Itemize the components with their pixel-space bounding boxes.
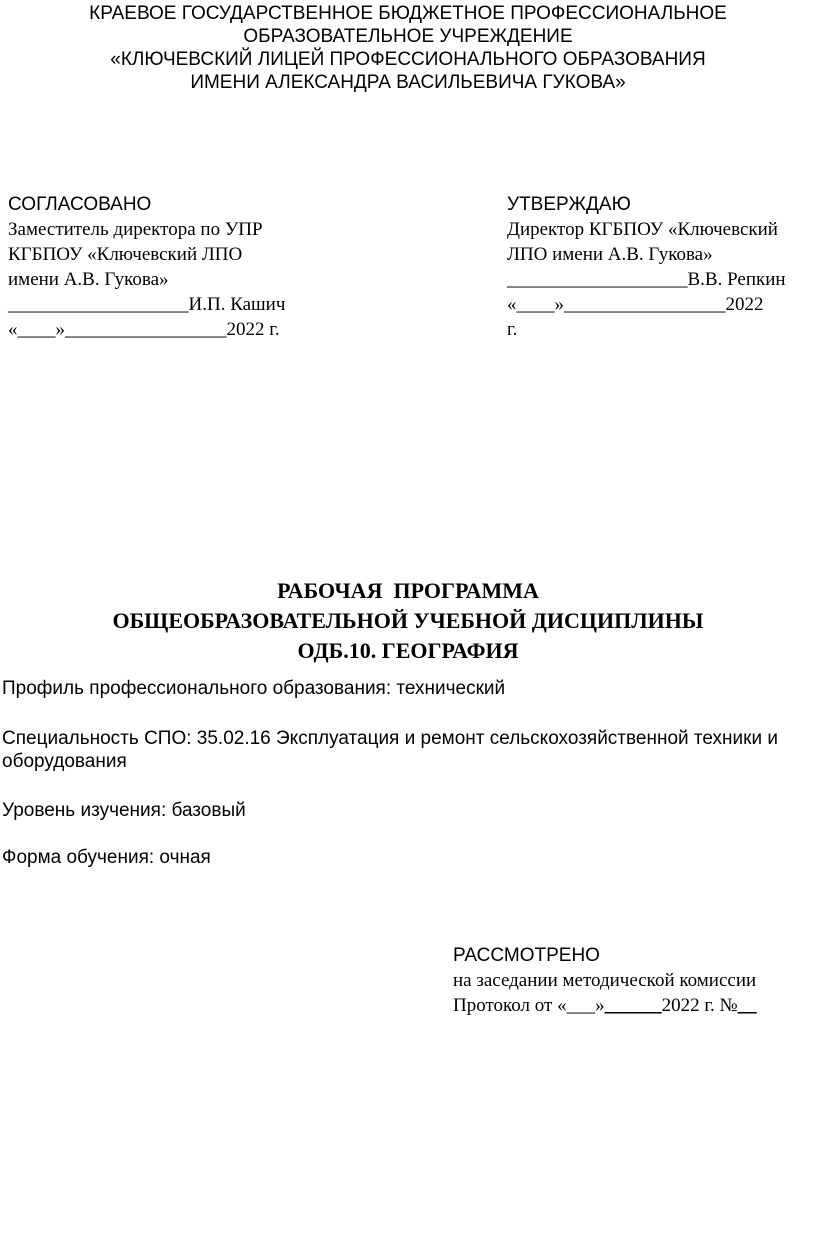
document-title [0,576,816,666]
header-line-4: ИМЕНИ АЛЕКСАНДРА ВАСИЛЬЕВИЧА ГУКОВА» [190,72,626,93]
agreed-date-line: «____»_________________2022 г. [8,319,280,340]
document-title-line-3: ОДБ.10. ГЕОГРАФИЯ [297,638,519,663]
document-title-line-1: РАБОЧАЯ ПРОГРАММА [277,578,539,603]
specialty-text-line-1: Специальность СПО: 35.02.16 Эксплуатация и ремонт сельскохозяйственной техники и [2,728,778,749]
agreed-block [8,192,338,342]
review-title: РАССМОТРЕНО [453,945,600,966]
approved-date-suffix: г. [507,319,518,340]
protocol-month-blank: ______ [604,995,662,1016]
institution-header [0,2,816,94]
approved-date-line: «____»_________________2022 [507,294,764,315]
protocol-prefix: Протокол от «___» [453,995,605,1016]
review-block [453,943,813,1018]
form-text: Форма обучения: очная [2,847,211,868]
profile-info [2,677,802,700]
approved-title: УТВЕРЖДАЮ [507,194,631,215]
header-line-2: ОБРАЗОВАТЕЛЬНОЕ УЧРЕЖДЕНИЕ [243,26,573,47]
agreed-signature-line: ___________________И.П. Кашич [8,294,286,315]
form-info [2,846,802,869]
approved-block [507,192,807,342]
review-protocol [453,993,813,1018]
header-line-1: КРАЕВОЕ ГОСУДАРСТВЕННОЕ БЮДЖЕТНОЕ ПРОФЕССИОНАЛЬНОЕ [89,3,727,24]
document-title-line-2: ОБЩЕОБРАЗОВАТЕЛЬНОЙ УЧЕБНОЙ ДИСЦИПЛИНЫ [112,608,704,633]
level-text: Уровень изучения: базовый [2,800,246,821]
level-info [2,799,802,822]
approved-organization: ЛПО имени А.В. Гукова» [507,244,713,265]
agreed-organization-name: имени А.В. Гукова» [8,269,169,290]
approved-signature-line: ___________________В.В. Репкин [507,269,786,290]
protocol-number-blank: __ [737,995,757,1016]
review-commission: на заседании методической комиссии [453,970,757,991]
protocol-year: 2022 г. № [661,995,738,1016]
approved-position: Директор КГБПОУ «Ключевский [507,219,778,240]
profile-text: Профиль профессионального образования: технический [2,678,506,699]
specialty-text-line-2: оборудования [2,751,127,772]
agreed-position: Заместитель директора по УПР [8,219,263,240]
agreed-title: СОГЛАСОВАНО [8,194,152,215]
specialty-info [2,727,802,773]
header-line-3: «КЛЮЧЕВСКИЙ ЛИЦЕЙ ПРОФЕССИОНАЛЬНОГО ОБРАЗОВАНИЯ [110,49,706,70]
agreed-organization: КГБПОУ «Ключевский ЛПО [8,244,243,265]
